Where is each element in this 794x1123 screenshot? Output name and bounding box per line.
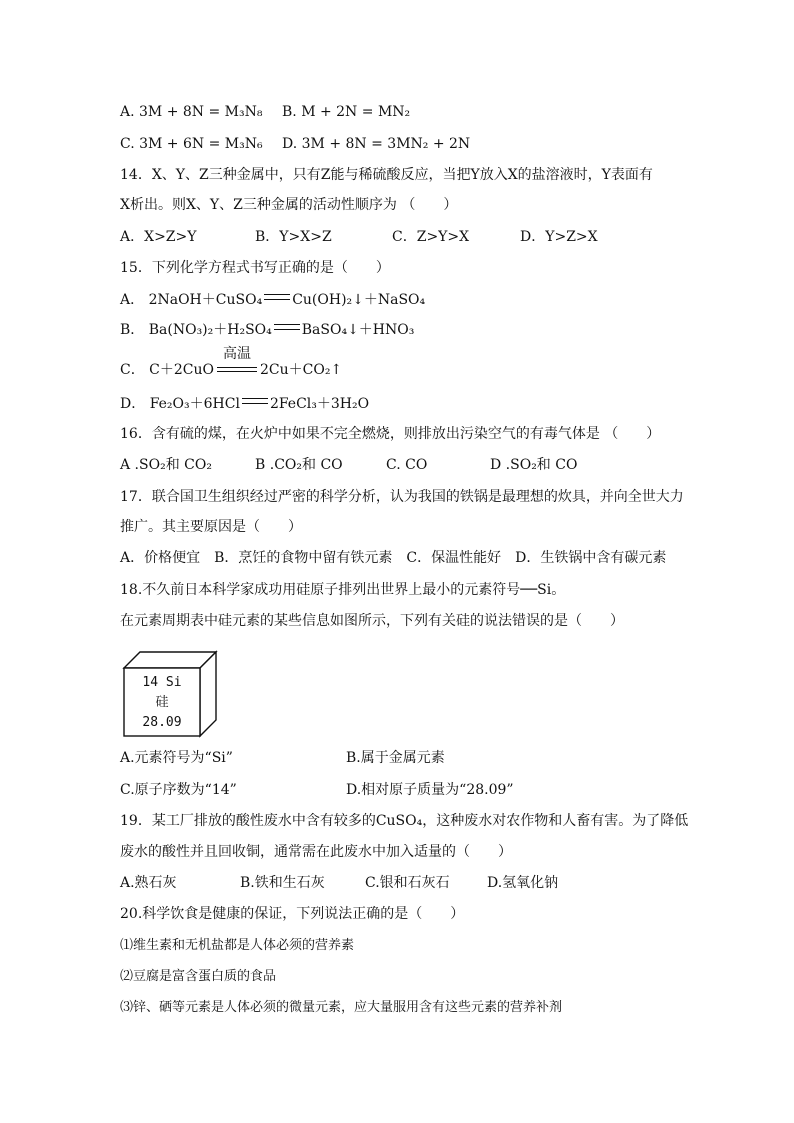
q16-option-c: C. CO bbox=[386, 457, 428, 473]
silicon-element-cube-figure bbox=[118, 648, 222, 740]
q20-statement-3: ⑶锌、硒等元素是人体必须的微量元素，应大量服用含有这些元素的营养补剂 bbox=[120, 1000, 563, 1015]
equals-sign bbox=[242, 398, 268, 404]
q19-stem-line2: 废水的酸性并且回收铜，通常需在此废水中加入适量的（ ） bbox=[120, 844, 512, 860]
q15-option-a-lhs: 2NaOH＋CuSO₄ bbox=[148, 292, 263, 308]
q20-stem: 20.科学饮食是健康的保证，下列说法正确的是（ ） bbox=[120, 906, 465, 922]
q13-option-a: A. 3M + 8N = M₃N₈ bbox=[120, 104, 263, 120]
q18-option-b: B.属于金属元素 bbox=[346, 750, 445, 766]
q18-option-d: D.相对原子质量为“28.09” bbox=[346, 782, 514, 798]
q14-stem-line1: 14．X、Y、Z三种金属中，只有Z能与稀硫酸反应，当把Y放入X的盐溶液时，Y表面有 bbox=[120, 167, 653, 183]
q15-stem: 15．下列化学方程式书写正确的是（ ） bbox=[120, 260, 390, 276]
q20-statement-1: ⑴维生素和无机盐都是人体必须的营养素 bbox=[120, 938, 355, 953]
q18-option-c: C.原子序数为“14” bbox=[120, 782, 237, 798]
q13-option-b: B. M + 2N = MN₂ bbox=[282, 104, 411, 120]
equals-sign bbox=[217, 367, 257, 372]
q15-option-d-rhs: 2FeCl₃＋3H₂O bbox=[269, 396, 370, 412]
q15-option-a-label: A． bbox=[120, 292, 145, 308]
q15-option-a-rhs: Cu(OH)₂↓＋NaSO₄ bbox=[292, 292, 426, 308]
q15-option-d-label: D． bbox=[120, 396, 146, 412]
q15-option-c-label: C． bbox=[120, 362, 145, 378]
q20-statement-2: ⑵豆腐是富含蛋白质的食品 bbox=[120, 969, 277, 984]
q16-option-b: B .CO₂和 CO bbox=[255, 457, 343, 473]
q13-option-d: D. 3M + 8N = 3MN₂ + 2N bbox=[282, 136, 471, 152]
q14-option-d: D．Y>Z>X bbox=[520, 229, 598, 245]
cube-element-name: 硅 bbox=[155, 695, 169, 710]
q17-stem-line1: 17．联合国卫生组织经过严密的科学分析，认为我国的铁锅是最理想的炊具，并向全世大力 bbox=[120, 489, 684, 505]
q17-stem-line2: 推广。其主要原因是（ ） bbox=[120, 519, 302, 535]
cube-atomic-number-symbol: 14 Si bbox=[142, 675, 182, 690]
q19-option-c: C.银和石灰石 bbox=[365, 875, 450, 891]
q15-option-c bbox=[120, 346, 343, 380]
q19-option-a: A.熟石灰 bbox=[120, 875, 177, 891]
q16-option-d: D .SO₂和 CO bbox=[490, 457, 578, 473]
q18-stem-line2: 在元素周期表中硅元素的某些信息如图所示，下列有关硅的说法错误的是（ ） bbox=[120, 613, 624, 629]
q13-option-c: C. 3M + 6N = M₃N₆ bbox=[120, 136, 263, 152]
q17-options: A．价格便宜 B．烹饪的食物中留有铁元素 C．保温性能好 D．生铁锅中含有碳元素 bbox=[120, 550, 667, 566]
q19-option-d: D.氢氧化钠 bbox=[487, 875, 559, 891]
q14-option-b: B．Y>X>Z bbox=[255, 229, 332, 245]
q16-stem: 16．含有硫的煤，在火炉中如果不完全燃烧，则排放出污染空气的有毒气体是 （ ） bbox=[120, 426, 661, 442]
q15-option-a bbox=[120, 290, 425, 310]
q15-option-b-rhs: BaSO₄↓＋HNO₃ bbox=[301, 322, 415, 338]
q15-option-c-rhs: 2Cu＋CO₂↑ bbox=[260, 362, 343, 378]
q16-option-a: A .SO₂和 CO₂ bbox=[120, 457, 212, 473]
q14-stem-line2: X析出。则X、Y、Z三种金属的活动性顺序为 （ ） bbox=[120, 197, 458, 213]
q14-option-a: A．X>Z>Y bbox=[120, 229, 197, 245]
q15-option-b bbox=[120, 320, 414, 340]
q15-option-b-label: B． bbox=[120, 322, 145, 338]
reaction-condition-label: 高温 bbox=[223, 346, 251, 362]
q15-option-d bbox=[120, 394, 369, 414]
q14-option-c: C．Z>Y>X bbox=[392, 229, 470, 245]
q19-option-b: B.铁和生石灰 bbox=[240, 875, 325, 891]
q19-stem-line1: 19．某工厂排放的酸性废水中含有较多的CuSO₄，这种废水对农作物和人畜有害。为了降低 bbox=[120, 813, 689, 829]
reaction-condition bbox=[217, 346, 257, 376]
q15-option-b-lhs: Ba(NO₃)₂＋H₂SO₄ bbox=[148, 322, 272, 338]
equals-sign bbox=[264, 294, 290, 300]
q18-stem-line1: 18.不久前日本科学家成功用硅原子排列出世界上最小的元素符号──Si。 bbox=[120, 582, 566, 598]
cube-atomic-mass: 28.09 bbox=[142, 715, 182, 730]
q15-option-c-lhs: C＋2CuO bbox=[149, 362, 214, 378]
q15-option-d-lhs: Fe₂O₃＋6HCl bbox=[149, 396, 240, 412]
equals-sign bbox=[274, 324, 300, 330]
q18-option-a: A.元素符号为“Si” bbox=[120, 750, 233, 766]
